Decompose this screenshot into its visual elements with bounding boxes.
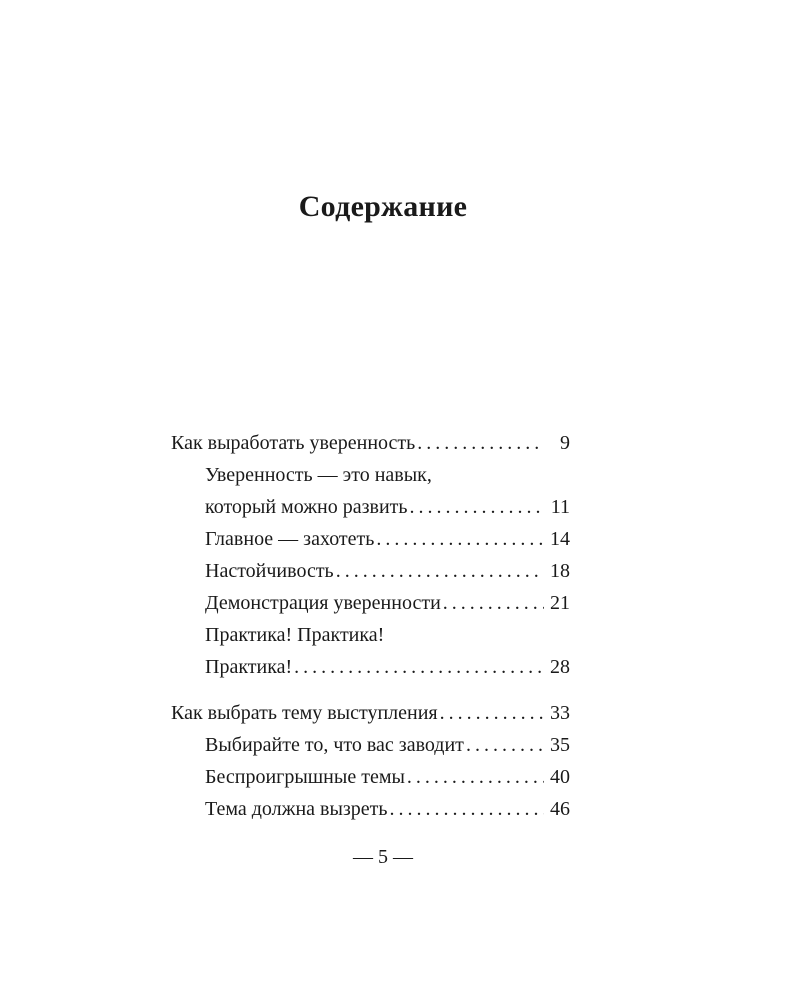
toc-entry-text: Тема должна вызреть — [205, 798, 388, 820]
page-title: Содержание — [298, 190, 468, 224]
toc-dot-leader — [443, 587, 544, 619]
toc-page-number: 33 — [550, 702, 570, 724]
toc-page-number: 18 — [550, 560, 570, 582]
toc-dot-leader — [336, 555, 544, 587]
toc-entry-text: Как выработать уверенность — [171, 432, 416, 454]
toc-entry-chapter[interactable] — [171, 697, 570, 729]
toc-entry-text: Практика! — [205, 656, 293, 678]
toc-entry-section[interactable] — [171, 555, 570, 587]
toc-entry-text: Выбирайте то, что вас заводит — [205, 734, 464, 756]
page-number: — 5 — — [353, 846, 413, 868]
toc-entry-section[interactable] — [171, 587, 570, 619]
toc-page-number: 21 — [550, 592, 570, 614]
toc-entry-section-line1 — [171, 619, 570, 651]
toc-page-number: 40 — [550, 766, 570, 788]
table-of-contents — [171, 427, 570, 825]
toc-entry-text: Беспроигрышные темы — [205, 766, 405, 788]
toc-entry-section[interactable] — [171, 793, 570, 825]
toc-page-number: 11 — [550, 496, 570, 518]
toc-entry-text: Демонстрация уверенности — [205, 592, 441, 614]
toc-dot-leader — [376, 523, 544, 555]
toc-dot-leader — [390, 793, 544, 825]
toc-entry-text: который можно развить — [205, 496, 408, 518]
toc-dot-leader — [417, 427, 544, 459]
toc-entry-text: Уверенность — это навык, — [205, 464, 432, 486]
toc-dot-leader — [410, 491, 544, 523]
toc-dot-leader — [440, 697, 544, 729]
toc-entry-section-line1 — [171, 459, 570, 491]
toc-dot-leader — [466, 729, 544, 761]
toc-entry-chapter[interactable] — [171, 427, 570, 459]
toc-entry-text: Как выбрать тему выступления — [171, 702, 438, 724]
toc-dot-leader — [407, 761, 544, 793]
toc-entry-text: Настойчивость — [205, 560, 334, 582]
toc-entry-section[interactable] — [171, 729, 570, 761]
toc-page-number: 14 — [550, 528, 570, 550]
toc-entry-section[interactable] — [171, 761, 570, 793]
toc-entry-section[interactable] — [171, 523, 570, 555]
toc-page-number: 9 — [560, 432, 570, 454]
toc-page-number: 46 — [550, 798, 570, 820]
toc-entry-section[interactable] — [171, 651, 570, 683]
toc-entry-text: Практика! Практика! — [205, 624, 385, 646]
toc-dot-leader — [294, 651, 544, 683]
toc-entry-text: Главное — захотеть — [205, 528, 375, 550]
toc-page-number: 28 — [550, 656, 570, 678]
toc-entry-section[interactable] — [171, 491, 570, 523]
toc-page-number: 35 — [550, 734, 570, 756]
